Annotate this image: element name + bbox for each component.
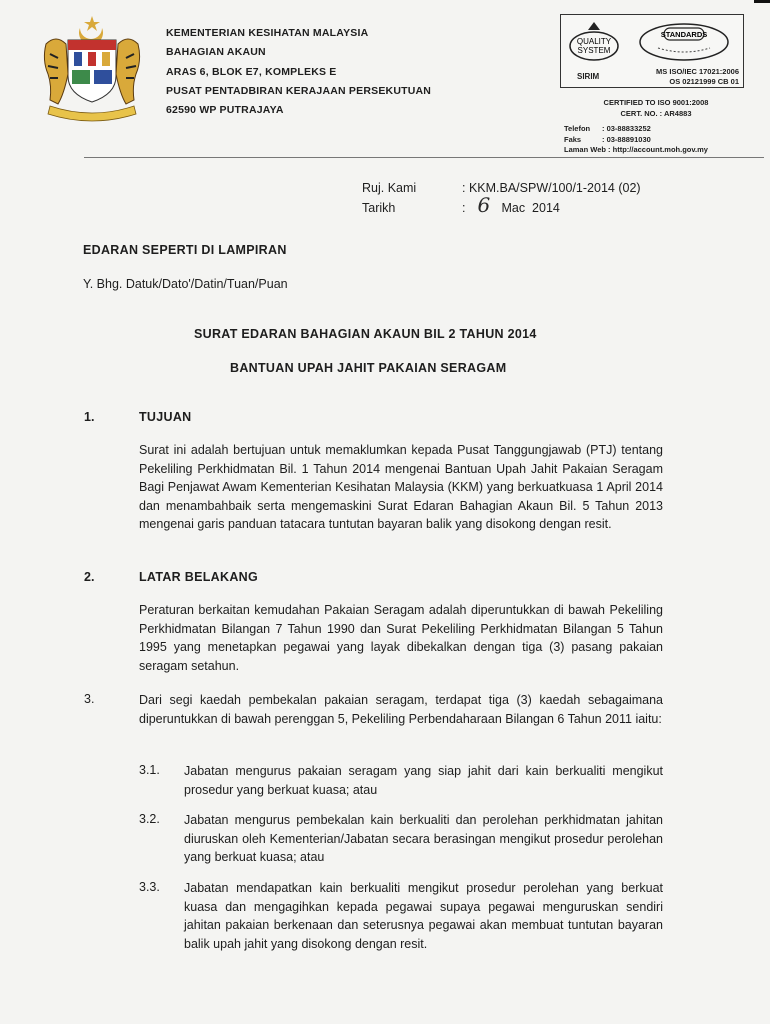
- circular-title: SURAT EDARAN BAHAGIAN AKAUN BIL 2 TAHUN 2014: [194, 327, 537, 341]
- section-2-title: LATAR BELAKANG: [139, 570, 259, 584]
- ministry-line: BAHAGIAN AKAUN: [166, 46, 266, 59]
- standards-logo-icon: [638, 22, 730, 62]
- section-1-text: Surat ini adalah bertujuan untuk memaklumkan kepada Pusat Tanggungjawab (PTJ) tentang Pekeliling Perkhidmatan Bil. 1 Tahun 2014 mengenai Bantuan Upah Jahit Pakaian Seragam Bagi Penjawat Awam Kementerian Kesihatan Malaysia (KKM) yang berkuatkuasa 1 April 2014 dan menambahbaik serta mengemaskini Surat Edaran Bahagian Akaun Bil. 5 Tahun 2013 mengenai garis panduan tatacara tuntutan bayaran balik yang disokong dengan resit.: [139, 443, 663, 532]
- telefon-value: : 03-88833252: [602, 124, 651, 133]
- ministry-line: ARAS 6, BLOK E7, KOMPLEKS E: [166, 65, 337, 78]
- section-3-number: 3.: [84, 692, 95, 706]
- section-3-text: Dari segi kaedah pembekalan pakaian seragam, terdapat tiga (3) kaedah sebagaimana diperuntukkan di bawah perenggan 5, Pekeliling Perbendaharaan Bilangan 6 Tahun 2011 iaitu:: [139, 693, 663, 726]
- salutation: Y. Bhg. Datuk/Dato'/Datin/Tuan/Puan: [83, 277, 288, 291]
- cert-number-line: CERT. NO. : AR4883: [620, 109, 692, 118]
- telefon-label: Telefon: [564, 124, 591, 133]
- ruj-value: : KKM.BA/SPW/100/1-2014 (02): [462, 181, 641, 195]
- item-3-3-number: 3.3.: [139, 880, 160, 894]
- contact-info: [564, 124, 708, 156]
- ministry-line: 62590 WP PUTRAJAYA: [166, 104, 284, 117]
- standards-text: STANDARDS: [660, 30, 708, 39]
- coat-of-arms-icon: [36, 14, 148, 122]
- date-colon: :: [462, 201, 466, 215]
- date-label: Tarikh: [362, 201, 396, 215]
- quality-system-logo-icon: [566, 20, 622, 70]
- quality-text: QUALITY: [576, 37, 612, 46]
- section-2-text: Peraturan berkaitan kemudahan Pakaian Seragam adalah diperuntukkan di bawah Pekeliling Perkhidmatan Bilangan 7 Tahun 1990 dan Surat Pekeliling Perkhidmatan Bilangan 5 Tahun 1995 yang menetapkan pegawai yang layak dibekalkan dengan tiga (3) pasang pakaian seragam setahun.: [139, 603, 663, 673]
- faks-label: Faks: [564, 134, 582, 144]
- item-3-3-text: Jabatan mendapatkan kain berkualiti mengikut prosedur perolehan yang berkuat kuasa dan mengagihkan kepada pegawai supaya pegawai menguruskan sendiri jahitan pakaian berkenaan dan seterusnya pegawai akan membuat tuntutan bayaran balik upah jahit yang disokong dengan resit.: [184, 881, 663, 951]
- web-link[interactable]: http://account.moh.gov.my: [612, 145, 708, 154]
- section-2-number: 2.: [84, 570, 95, 584]
- scan-edge-mark: [754, 0, 770, 3]
- os-number-line: OS 02121999 CB 01: [669, 77, 739, 86]
- iso-certified-line: CERTIFIED TO ISO 9001:2008: [603, 98, 709, 107]
- date-month-year: Mac 2014: [501, 201, 560, 215]
- reference-block: [362, 180, 641, 217]
- item-3-2-number: 3.2.: [139, 812, 160, 826]
- distribution-heading: EDARAN SEPERTI DI LAMPIRAN: [83, 243, 287, 257]
- ruj-label: Ruj. Kami: [362, 181, 417, 195]
- item-3-2-text: Jabatan mengurus pembekalan kain berkualiti dan perolehan perkhidmatan jahitan diuruskan oleh Kementerian/Jabatan secara berasingan mengikut prosedur perolehan yang berkuat kuasa; atau: [184, 813, 663, 865]
- section-1-title: TUJUAN: [139, 410, 192, 424]
- accreditation-text: [641, 67, 739, 87]
- ministry-line: PUSAT PENTADBIRAN KERAJAAN PERSEKUTUAN: [166, 84, 432, 97]
- letterhead-divider: [84, 157, 764, 158]
- iso-certification: [566, 97, 746, 119]
- ms-iso-line: MS ISO/IEC 17021:2006: [656, 67, 739, 76]
- section-1-number: 1.: [84, 410, 95, 424]
- handwritten-day: 6: [477, 193, 491, 217]
- item-3-1-number: 3.1.: [139, 763, 160, 777]
- web-label: Laman Web :: [564, 145, 611, 154]
- circular-subject: BANTUAN UPAH JAHIT PAKAIAN SERAGAM: [230, 361, 507, 375]
- system-text: SYSTEM: [577, 46, 611, 55]
- faks-value: : 03-88891030: [602, 134, 651, 144]
- sirim-label: SIRIM: [577, 72, 600, 81]
- ministry-line: KEMENTERIAN KESIHATAN MALAYSIA: [166, 27, 369, 39]
- item-3-1-text: Jabatan mengurus pakaian seragam yang siap jahit dari kain berkualiti mengikut prosedur yang berkuat kuasa; atau: [184, 764, 663, 797]
- ministry-address: [166, 24, 431, 120]
